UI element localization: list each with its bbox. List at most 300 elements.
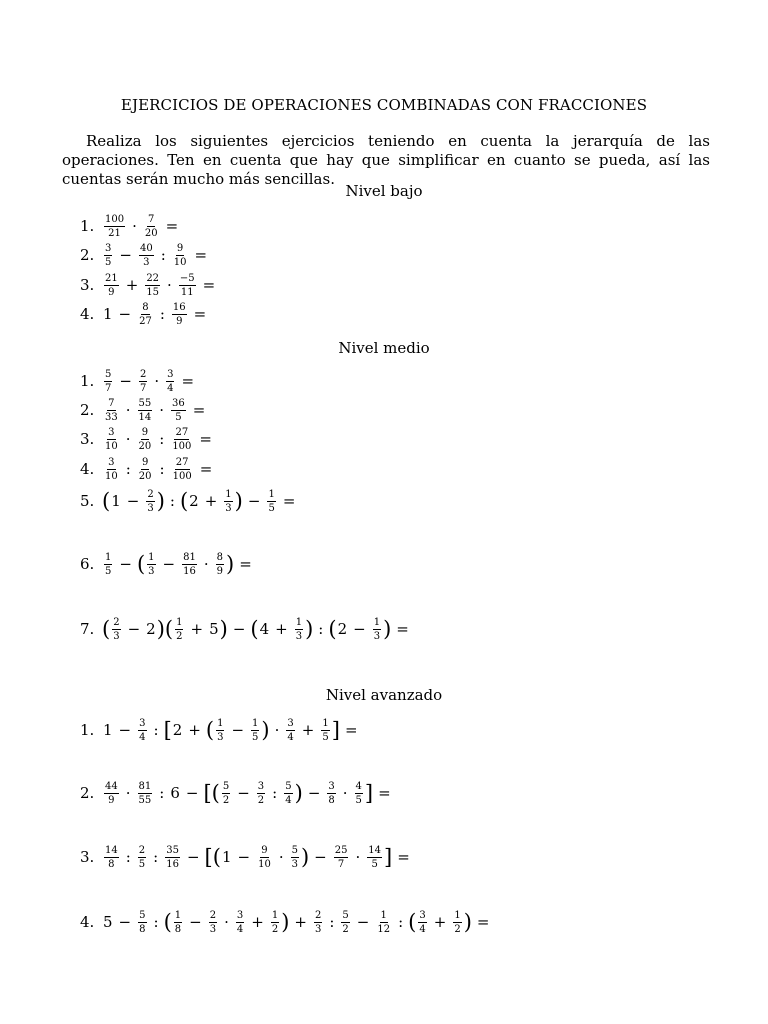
exercise-number: 3. xyxy=(80,276,95,294)
fraction xyxy=(138,398,153,423)
numerator: 8 xyxy=(142,301,149,313)
numerator: 100 xyxy=(105,213,125,225)
operator: − xyxy=(247,492,261,510)
bracket: [ xyxy=(163,717,172,742)
math-expression xyxy=(102,243,212,268)
operator: = xyxy=(202,276,216,294)
denominator: 5 xyxy=(371,858,378,870)
numerator: 81 xyxy=(183,551,196,563)
fraction xyxy=(138,302,153,327)
fraction xyxy=(138,427,153,452)
numerator: 5 xyxy=(342,909,349,921)
exercise xyxy=(80,842,415,872)
numerator: 1 xyxy=(217,717,224,729)
denominator: 3 xyxy=(148,565,155,577)
bracket: [ xyxy=(203,780,212,805)
bracket: ] xyxy=(364,780,374,805)
bracket: ( xyxy=(102,488,111,513)
operator: − xyxy=(232,620,246,638)
page-title: EJERCICIOS DE OPERACIONES COMBINADAS CON FRACCIONES xyxy=(120,96,648,114)
numerator: 2 xyxy=(113,616,120,628)
denominator: 2 xyxy=(222,794,230,806)
bracket: [ xyxy=(204,844,213,869)
numerator: 2 xyxy=(314,909,322,921)
denominator: 15 xyxy=(146,286,160,298)
denominator: 3 xyxy=(291,858,298,870)
fraction xyxy=(182,552,197,577)
numerator: 22 xyxy=(146,272,160,284)
fraction xyxy=(257,781,265,806)
denominator: 2 xyxy=(342,923,349,935)
math-expression xyxy=(102,214,183,239)
denominator: 5 xyxy=(105,256,112,268)
operator: · xyxy=(274,721,280,739)
denominator: 33 xyxy=(105,411,118,423)
operator: − xyxy=(185,784,199,802)
bracket: ) xyxy=(300,844,310,869)
numerator: 21 xyxy=(105,272,118,284)
fraction xyxy=(139,369,147,394)
operator: = xyxy=(396,620,409,638)
operator: · xyxy=(154,372,160,390)
math-expression xyxy=(102,552,257,577)
number: 1 xyxy=(221,848,232,866)
operator: = xyxy=(378,784,391,802)
numerator: 1 xyxy=(148,551,155,563)
denominator: 20 xyxy=(138,440,152,452)
denominator: 2 xyxy=(176,630,183,642)
denominator: 4 xyxy=(285,794,292,806)
numerator: −5 xyxy=(179,272,195,284)
denominator: 3 xyxy=(143,256,150,268)
operator: · xyxy=(224,913,229,931)
exercise-number: 5. xyxy=(80,492,95,510)
denominator: 9 xyxy=(216,565,223,577)
exercise-number: 4. xyxy=(80,460,95,478)
numerator: 81 xyxy=(138,780,152,792)
denominator: 9 xyxy=(108,794,115,806)
fraction xyxy=(166,369,174,394)
fraction xyxy=(179,273,196,298)
fraction xyxy=(453,910,461,935)
fraction xyxy=(104,273,119,298)
operator: = xyxy=(397,848,410,866)
numerator: 1 xyxy=(176,616,183,628)
denominator: 8 xyxy=(174,923,182,935)
fraction xyxy=(173,243,188,268)
operator: · xyxy=(278,848,284,866)
exercise-number: 1. xyxy=(80,217,95,235)
fraction xyxy=(146,489,154,514)
denominator: 27 xyxy=(139,315,152,327)
fraction xyxy=(267,489,275,514)
exercise xyxy=(80,240,212,270)
operator: : xyxy=(125,460,131,478)
bracket: ) xyxy=(305,616,314,641)
denominator: 9 xyxy=(176,315,183,327)
fraction xyxy=(104,427,119,452)
operator: · xyxy=(125,401,131,419)
exercise xyxy=(80,778,396,808)
numerator: 1 xyxy=(268,488,275,500)
fraction xyxy=(355,781,363,806)
denominator: 16 xyxy=(183,565,196,577)
fraction xyxy=(112,617,120,642)
fraction xyxy=(236,910,244,935)
exercise-number: 2. xyxy=(80,401,95,419)
number: 2 xyxy=(189,492,199,510)
number: 4 xyxy=(259,620,270,638)
math-expression xyxy=(102,273,220,298)
operator: = xyxy=(282,492,296,510)
denominator: 14 xyxy=(138,411,152,423)
numerator: 7 xyxy=(108,397,115,409)
denominator: 20 xyxy=(138,470,152,482)
denominator: 7 xyxy=(105,382,112,394)
numerator: 35 xyxy=(166,844,179,856)
fraction xyxy=(172,302,187,327)
number: 2 xyxy=(337,620,348,638)
math-expression xyxy=(102,427,217,452)
numerator: 4 xyxy=(355,780,362,792)
numerator: 1 xyxy=(225,488,232,500)
fraction xyxy=(222,781,230,806)
operator: : xyxy=(125,848,131,866)
numerator: 27 xyxy=(175,426,189,438)
numerator: 40 xyxy=(139,242,153,254)
bracket: ( xyxy=(164,616,174,641)
bracket: ) xyxy=(156,616,165,641)
fraction xyxy=(209,910,217,935)
operator: : xyxy=(159,784,165,802)
numerator: 2 xyxy=(139,368,147,380)
operator: − xyxy=(127,620,141,638)
exercise xyxy=(80,614,414,644)
operator: · xyxy=(355,848,361,866)
fraction xyxy=(145,273,160,298)
operator: + xyxy=(294,913,307,931)
operator: − xyxy=(189,913,202,931)
number: 6 xyxy=(170,784,180,802)
intro-paragraph: Realiza los siguientes ejercicios teniendo en cuenta la jerarquía de las operaciones. Ten en cuenta que hay que simplificar en cuanto se pueda, así las cuentas serán mucho más sencillas. xyxy=(62,132,710,188)
bracket: ( xyxy=(211,780,220,805)
fraction xyxy=(104,781,119,806)
denominator: 12 xyxy=(377,923,391,935)
denominator: 2 xyxy=(454,923,461,935)
operator: = xyxy=(194,246,208,264)
operator: · xyxy=(125,430,131,448)
fraction xyxy=(327,781,335,806)
denominator: 100 xyxy=(172,470,192,482)
numerator: 3 xyxy=(167,368,174,380)
numerator: 3 xyxy=(328,780,335,792)
denominator: 2 xyxy=(257,794,265,806)
numerator: 3 xyxy=(257,780,265,792)
numerator: 9 xyxy=(141,456,149,468)
math-expression xyxy=(102,489,300,514)
fraction xyxy=(104,457,119,482)
numerator: 3 xyxy=(139,717,146,729)
math-expression xyxy=(102,718,363,743)
fraction xyxy=(138,845,146,870)
denominator: 5 xyxy=(252,731,259,743)
exercise xyxy=(80,454,217,484)
bracket: ( xyxy=(250,616,259,641)
operator: − xyxy=(126,492,140,510)
numerator: 27 xyxy=(175,456,189,468)
numerator: 55 xyxy=(138,397,152,409)
exercise xyxy=(80,907,494,937)
bracket: ] xyxy=(384,844,393,869)
operator: − xyxy=(314,848,327,866)
operator: · xyxy=(125,784,131,802)
fraction xyxy=(147,552,155,577)
numerator: 25 xyxy=(334,844,348,856)
bracket: ( xyxy=(136,551,146,576)
fraction xyxy=(257,845,272,870)
operator: + xyxy=(433,913,447,931)
fraction xyxy=(172,457,193,482)
operator: − xyxy=(356,913,370,931)
numerator: 3 xyxy=(287,717,294,729)
operator: : xyxy=(272,784,278,802)
numerator: 1 xyxy=(373,616,381,628)
numerator: 5 xyxy=(222,780,230,792)
exercise xyxy=(80,715,363,745)
fraction xyxy=(224,489,232,514)
denominator: 10 xyxy=(105,440,118,452)
number: 2 xyxy=(146,620,156,638)
math-expression xyxy=(102,845,415,870)
math-expression xyxy=(102,369,199,394)
numerator: 36 xyxy=(172,397,185,409)
operator: : xyxy=(329,913,335,931)
denominator: 5 xyxy=(105,565,112,577)
exercise xyxy=(80,270,220,300)
operator: + xyxy=(204,492,218,510)
denominator: 4 xyxy=(419,923,426,935)
bracket: ) xyxy=(294,780,303,805)
operator: + xyxy=(251,913,264,931)
exercise-number: 1. xyxy=(80,372,95,390)
denominator: 5 xyxy=(322,731,329,743)
fraction xyxy=(138,910,146,935)
operator: + xyxy=(301,721,315,739)
operator: · xyxy=(159,401,165,419)
operator: − xyxy=(119,372,132,390)
numerator: 8 xyxy=(216,551,223,563)
fraction xyxy=(286,718,294,743)
section-heading-medio: Nivel medio xyxy=(338,339,430,357)
numerator: 1 xyxy=(295,616,303,628)
denominator: 4 xyxy=(167,382,174,394)
exercise xyxy=(80,366,199,396)
fraction xyxy=(175,617,183,642)
denominator: 4 xyxy=(287,731,294,743)
fraction xyxy=(171,398,186,423)
operator: : xyxy=(153,721,159,739)
fraction xyxy=(418,910,426,935)
operator: = xyxy=(181,372,195,390)
denominator: 10 xyxy=(173,256,187,268)
numerator: 44 xyxy=(105,780,118,792)
operator: : xyxy=(159,430,165,448)
fraction xyxy=(104,243,112,268)
operator: − xyxy=(231,721,245,739)
operator: = xyxy=(199,460,213,478)
fraction xyxy=(216,718,224,743)
denominator: 3 xyxy=(373,630,381,642)
operator: : xyxy=(318,620,324,638)
denominator: 16 xyxy=(166,858,179,870)
exercise xyxy=(80,395,210,425)
operator: = xyxy=(476,913,490,931)
fraction xyxy=(291,845,299,870)
bracket: ( xyxy=(205,717,215,742)
operator: : xyxy=(153,913,159,931)
numerator: 14 xyxy=(368,844,381,856)
operator: + xyxy=(190,620,204,638)
fraction xyxy=(138,781,153,806)
numerator: 9 xyxy=(141,426,149,438)
numerator: 3 xyxy=(419,909,426,921)
exercise-number: 4. xyxy=(80,913,95,931)
fraction xyxy=(295,617,303,642)
numerator: 7 xyxy=(148,213,155,225)
operator: − xyxy=(118,721,132,739)
operator: = xyxy=(165,217,179,235)
numerator: 9 xyxy=(261,844,268,856)
operator: − xyxy=(118,913,132,931)
operator: : xyxy=(159,305,165,323)
fraction xyxy=(138,457,153,482)
bracket: ) xyxy=(219,616,228,641)
operator: · xyxy=(342,784,348,802)
operator: : xyxy=(160,246,166,264)
exercise-number: 2. xyxy=(80,246,95,264)
bracket: ( xyxy=(212,844,221,869)
exercise xyxy=(80,424,217,454)
exercise xyxy=(80,211,183,241)
fraction xyxy=(314,910,322,935)
math-expression xyxy=(102,617,414,642)
operator: + xyxy=(125,276,139,294)
fraction xyxy=(271,910,279,935)
operator: · xyxy=(203,555,209,573)
numerator: 5 xyxy=(105,368,112,380)
operator: + xyxy=(188,721,201,739)
bracket: ( xyxy=(163,909,172,934)
denominator: 3 xyxy=(225,502,232,514)
denominator: 7 xyxy=(139,382,147,394)
number: 5 xyxy=(209,620,219,638)
denominator: 8 xyxy=(139,923,146,935)
denominator: 3 xyxy=(295,630,303,642)
denominator: 9 xyxy=(108,286,115,298)
operator: : xyxy=(398,913,404,931)
denominator: 7 xyxy=(337,858,345,870)
operator: : xyxy=(159,460,165,478)
fraction xyxy=(334,845,349,870)
number: 2 xyxy=(172,721,183,739)
numerator: 2 xyxy=(209,909,217,921)
numerator: 1 xyxy=(380,909,387,921)
bracket: ( xyxy=(328,616,337,641)
numerator: 1 xyxy=(174,909,182,921)
exercise-number: 1. xyxy=(80,721,95,739)
operator: = xyxy=(344,721,358,739)
fraction xyxy=(367,845,382,870)
numerator: 2 xyxy=(147,488,154,500)
operator: − xyxy=(162,555,176,573)
bracket: ) xyxy=(261,717,270,742)
exercise-number: 3. xyxy=(80,430,95,448)
fraction xyxy=(321,718,329,743)
section-heading-avanzado: Nivel avanzado xyxy=(325,686,443,704)
fraction xyxy=(104,214,125,239)
operator: − xyxy=(237,848,251,866)
number: 1 xyxy=(103,305,113,323)
exercise xyxy=(80,486,300,516)
fraction xyxy=(284,781,292,806)
operator: + xyxy=(275,620,288,638)
bracket: ( xyxy=(102,616,111,641)
denominator: 3 xyxy=(113,630,120,642)
operator: : xyxy=(169,492,175,510)
section-heading-bajo: Nivel bajo xyxy=(345,182,423,200)
numerator: 16 xyxy=(172,301,186,313)
denominator: 3 xyxy=(217,731,224,743)
operator: − xyxy=(118,305,132,323)
number: 1 xyxy=(111,492,121,510)
numerator: 1 xyxy=(454,909,461,921)
fraction xyxy=(171,427,192,452)
operator: − xyxy=(307,784,321,802)
bracket: ) xyxy=(463,909,472,934)
fraction xyxy=(138,718,146,743)
denominator: 3 xyxy=(147,502,154,514)
exercise-number: 7. xyxy=(80,620,95,638)
fraction xyxy=(104,369,112,394)
bracket: ) xyxy=(383,616,392,641)
fraction xyxy=(373,617,381,642)
bracket: ( xyxy=(179,488,189,513)
numerator: 1 xyxy=(271,909,279,921)
bracket: ( xyxy=(408,909,417,934)
fraction xyxy=(216,552,224,577)
exercise xyxy=(80,299,211,329)
operator: − xyxy=(353,620,366,638)
numerator: 14 xyxy=(105,844,118,856)
denominator: 3 xyxy=(209,923,217,935)
denominator: 10 xyxy=(258,858,271,870)
denominator: 5 xyxy=(175,411,182,423)
math-expression xyxy=(102,302,211,327)
fraction xyxy=(174,910,182,935)
fraction xyxy=(104,552,112,577)
operator: − xyxy=(119,555,132,573)
exercise-number: 2. xyxy=(80,784,95,802)
math-expression xyxy=(102,457,217,482)
denominator: 10 xyxy=(105,470,118,482)
numerator: 1 xyxy=(252,717,259,729)
operator: − xyxy=(186,848,200,866)
numerator: 3 xyxy=(108,456,115,468)
denominator: 11 xyxy=(180,286,194,298)
numerator: 3 xyxy=(105,242,112,254)
denominator: 2 xyxy=(271,923,279,935)
denominator: 20 xyxy=(144,227,158,239)
